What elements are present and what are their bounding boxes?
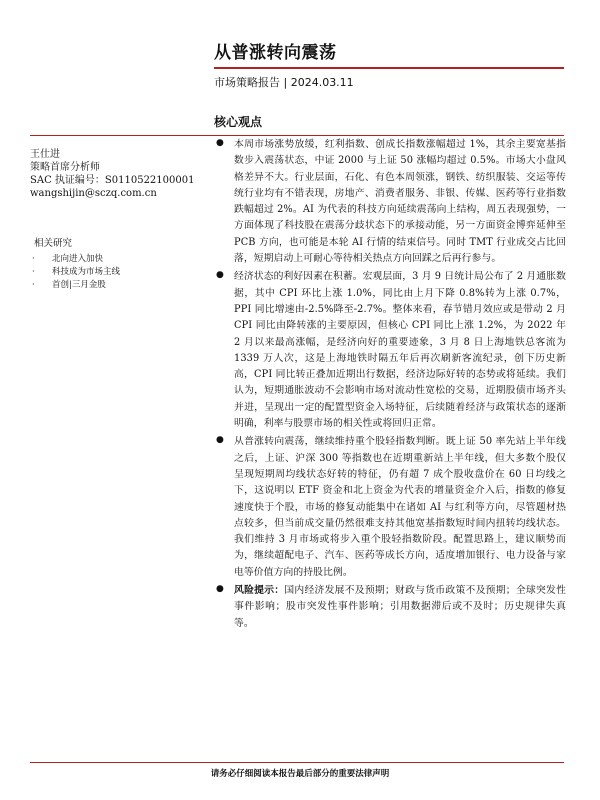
bullet-circle-icon: ● (216, 584, 224, 595)
core-view-item (216, 137, 566, 267)
bullet-circle-icon: ● (216, 270, 224, 281)
risk-item (216, 583, 566, 632)
footer-disclaimer: 请务必仔细阅读本报告最后部分的重要法律声明 (210, 769, 390, 779)
bullet-circle-icon: ● (216, 435, 224, 446)
section-title: 核心观点 (214, 115, 263, 129)
author-license: SAC 执证编号：S0110522100001 (30, 175, 195, 186)
core-view-text: 本周市场涨势放缓，红利指数、创成长指数涨幅超过 1%，其余主要宽基指数步入震荡状态，中证 2000 与上证 50 涨幅均超过 0.5%。市场大小盘风格差异不大。行业层面，石化、有色本周领涨，钢铁、纺织服装、交运等传统行业均有不错表现，房地产、消费者服务、非银、传媒、医药等行业指数跌幅超过 2%。AI 为代表的科技方向延续震荡向上结构，周五表现强势，一方面体现了科技股在震荡分歧状态下的承接动能，另一方面资金博弈延伸至 PCB 方向，也可能是本轮 AI 行情的结束信号。同时 TMT 行业成交占比回落，短期启动上可耐心等待相关热点方向回踩之后再行参与。 (234, 139, 566, 265)
author-name: 王仕进 (30, 149, 60, 160)
core-views-list (216, 137, 566, 634)
related-research-title: 相关研究 (34, 238, 73, 249)
related-item[interactable]: · 科技成为市场主线 (32, 267, 121, 277)
related-research-list (30, 253, 208, 292)
footer-rule (30, 762, 564, 763)
author-role: 策略首席分析师 (30, 162, 100, 173)
report-title: 从普涨转向震荡 (214, 43, 337, 63)
author-block (30, 148, 208, 200)
bullet-circle-icon: ● (216, 138, 224, 148)
core-view-text: 经济状态的利好因素在积蓄。宏观层面，3 月 9 日统计局公布了 2 月通胀数据，其中 CPI 环比上涨 1.0%，同比由上月下降 0.8%转为上涨 0.7%，PPI 同比增速由-2.5%降至-2.7%。整体来看，春节错月效应或是带动 2 月 CPI 同比由降转涨的主要原因，但核心 CPI 同比上涨 1.2%，为 2022 年 2 月以来最高涨幅，是经济向好的重要迹象，3 月 8 日上海地铁总客流为 1339 万人次，这是上海地铁时隔五年后再次刷新客流纪录，创下历史新高，CPI 同比转正叠加近期出行数据，经济边际好转的态势或将延续。我们认为，短期通胀波动不会影响市场对流动性宽松的交易，近期股债市场齐头并进，呈现出一定的配置型资金入场特征，后续随着经济与政策状态的逐渐明确，利率与股票市场的相关性或将回归正常。 (234, 271, 566, 430)
bullet-dot-icon: · (32, 254, 35, 264)
core-view-text: 从普涨转向震荡，继续维持重个股轻指数判断。既上证 50 率先站上半年线之后，上证、沪深 300 等指数也在近期重新站上半年线，但大多数个股仅呈现短期周均线状态好转的特征，仍有超 7 成个股收盘价在 60 日均线之下，这说明以 ETF 资金和北上资金为代表的增量资金介入后，指数的修复速度快于个股，市场的修复动能集中在诸如 AI 与红利等方向，尽管题材热点较多，但当前成交量仍然很难支持其他宽基指数短时间内扭转均线状态。我们维持 3 月市场或将步入重个股轻指数阶段。配置思路上，建议顺势而为，继续超配电子、汽车、医药等成长方向，适度增加银行、电力设备与家电等价值方向的持股比例。 (234, 436, 566, 578)
core-view-item (216, 434, 566, 581)
bullet-dot-icon: · (32, 280, 35, 290)
bullet-dot-icon: · (32, 267, 35, 277)
risk-text: 国内经济发展不及预期；财政与货币政策不及预期；全球突发性事件影响；股市突发性事件影响；引用数据滞后或不及时；历史规律失真等。 (234, 585, 566, 629)
section-rule (30, 135, 564, 136)
risk-text-block (234, 583, 566, 632)
related-item[interactable]: · 首创|三月金股 (32, 280, 106, 290)
related-item[interactable]: · 北向进入加快 (32, 254, 104, 264)
author-email[interactable]: wangshijin@sczq.com.cn (30, 188, 157, 199)
title-rule (214, 67, 564, 69)
report-subtitle: 市场策略报告 | 2024.03.11 (214, 76, 354, 89)
risk-label: 风险提示： (234, 585, 285, 597)
core-view-item (216, 269, 566, 432)
